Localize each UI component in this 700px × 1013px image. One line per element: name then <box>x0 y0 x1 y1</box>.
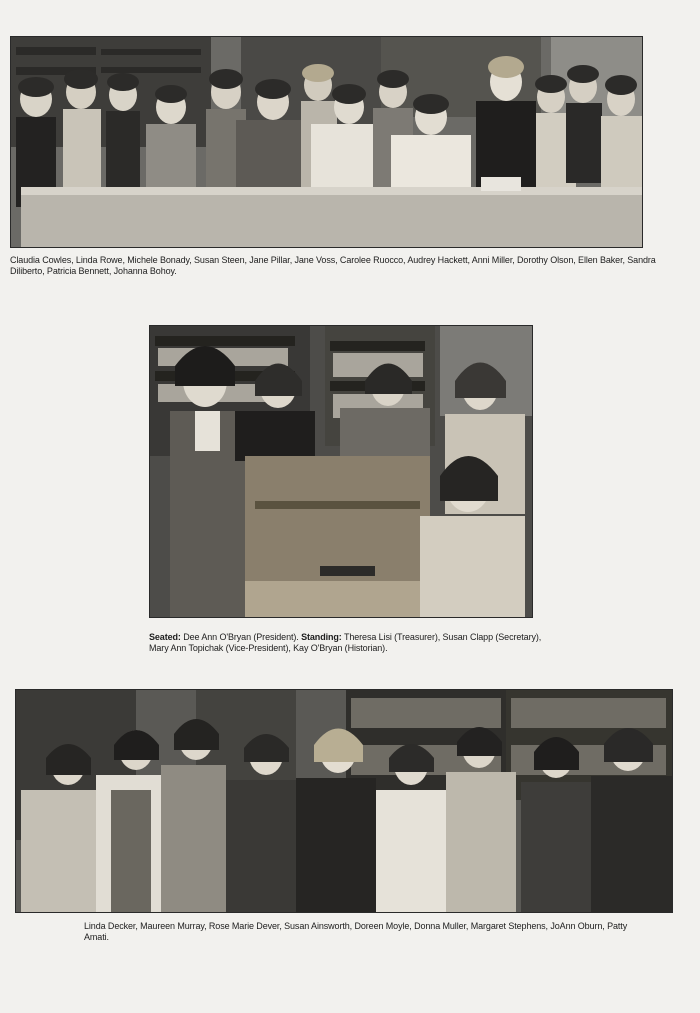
caption-bottom-text: Linda Decker, Maureen Murray, Rose Marie Dever, Susan Ainsworth, Doreen Moyle, Donna Muller, Margaret Stephens, JoAnn Oburn, Patty Amati. <box>84 921 628 942</box>
group-photo-standing-row-image <box>16 690 672 912</box>
caption-standing-label: Standing: <box>298 632 342 642</box>
group-photo-library-desk <box>10 36 643 248</box>
caption-seated-text: Dee Ann O'Bryan (President). <box>180 632 299 642</box>
group-photo-officers-image <box>150 326 532 617</box>
group-photo-officers <box>149 325 533 618</box>
caption-top-text: Claudia Cowles, Linda Rowe, Michele Bonady, Susan Steen, Jane Pillar, Jane Voss, Carolee Ruocco, Audrey Hackett, Anni Miller, Dorothy Olson, Ellen Baker, Sandra Diliberto, Patricia Bennett, Johanna Bohoy. <box>10 255 656 276</box>
caption-seated-label: Seated: <box>149 632 181 642</box>
caption-standing-text: Theresa Lisi (Treasurer), Susan Clapp (Secretary), Mary Ann Topichak (Vice-President), Kay O'Bryan (Historian). <box>149 632 542 653</box>
caption-officers-photo <box>149 632 549 654</box>
group-photo-library-desk-image <box>11 37 642 247</box>
group-photo-standing-row <box>15 689 673 913</box>
caption-bottom-photo <box>84 921 644 943</box>
caption-top-photo <box>10 255 660 277</box>
